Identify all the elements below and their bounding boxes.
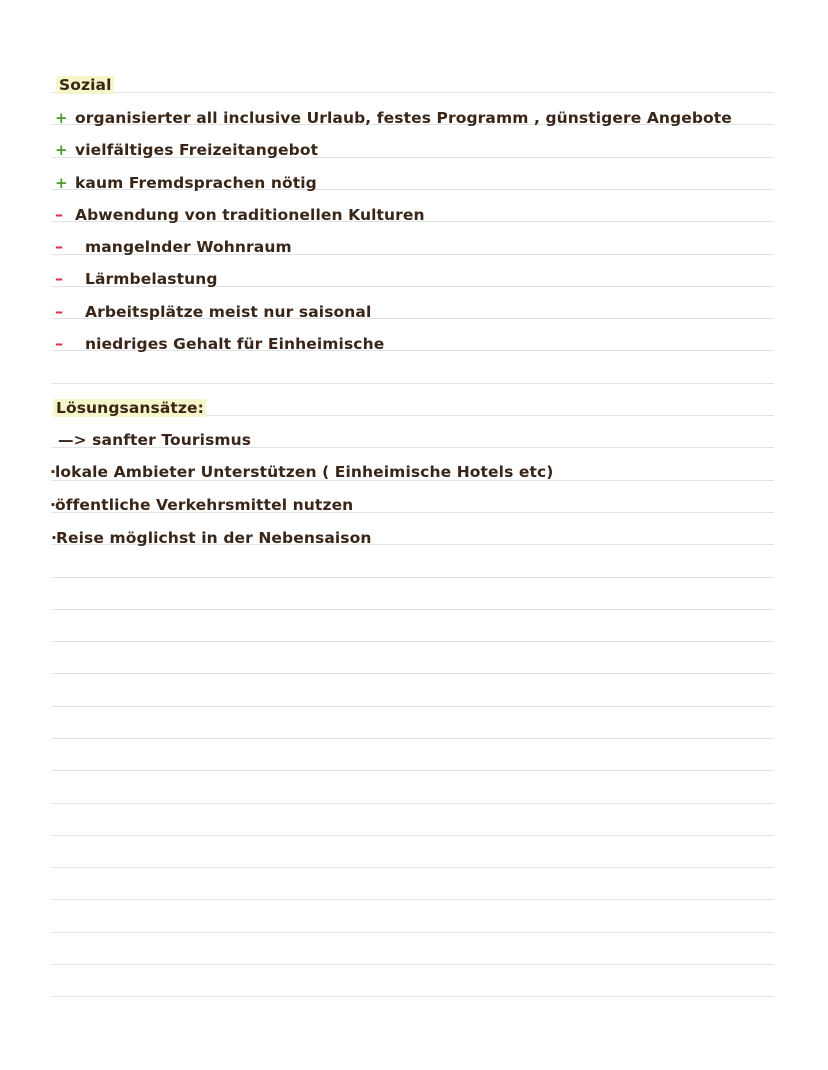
- list-item: [55, 138, 318, 162]
- bullet-marker: ·: [50, 463, 56, 481]
- list-item: [55, 235, 292, 259]
- item-text: —> sanfter Tourismus: [58, 431, 252, 449]
- rule-line: [52, 706, 774, 707]
- rule-line: [52, 383, 774, 384]
- minus-marker: –: [55, 205, 64, 224]
- item-text: niedriges Gehalt für Einheimische: [85, 335, 385, 353]
- rule-line: [52, 932, 774, 933]
- section-heading-sozial: [56, 73, 114, 97]
- plus-marker: +: [55, 141, 68, 159]
- list-item: [50, 493, 353, 517]
- item-text: lokale Ambieter Unterstützen ( Einheimische Hotels etc): [55, 463, 554, 481]
- rule-line: [52, 835, 774, 836]
- minus-marker: –: [55, 237, 64, 256]
- heading-text: Sozial: [56, 76, 114, 94]
- plus-marker: +: [55, 109, 68, 127]
- list-item: [55, 203, 425, 227]
- minus-marker: –: [55, 269, 64, 288]
- bullet-marker: ·: [50, 496, 56, 514]
- rule-line: [52, 867, 774, 868]
- rule-line: [52, 92, 774, 93]
- list-item: [56, 428, 251, 452]
- item-text: Reise möglichst in der Nebensaison: [56, 529, 372, 547]
- item-text: kaum Fremdsprachen nötig: [75, 174, 317, 192]
- item-text: öffentliche Verkehrsmittel nutzen: [55, 496, 354, 514]
- item-text: mangelnder Wohnraum: [85, 238, 292, 256]
- list-item: [51, 526, 372, 550]
- minus-marker: –: [55, 302, 64, 321]
- list-item: [55, 332, 384, 356]
- plus-marker: +: [55, 174, 68, 192]
- list-item: [55, 106, 732, 130]
- item-text: Abwendung von traditionellen Kulturen: [75, 206, 425, 224]
- section-heading-loesungsansaetze: [53, 396, 206, 420]
- rule-line: [52, 899, 774, 900]
- list-item: [55, 171, 317, 195]
- list-item: [55, 267, 218, 291]
- list-item: [55, 300, 371, 324]
- bullet-marker: ·: [51, 529, 57, 547]
- rule-line: [52, 964, 774, 965]
- rule-line: [52, 770, 774, 771]
- list-item: [50, 460, 553, 484]
- item-text: vielfältiges Freizeitangebot: [75, 141, 319, 159]
- rule-line: [52, 641, 774, 642]
- item-text: Lärmbelastung: [85, 270, 218, 288]
- heading-text: Lösungsansätze:: [53, 399, 206, 417]
- minus-marker: –: [55, 334, 64, 353]
- rule-line: [52, 673, 774, 674]
- rule-line: [52, 577, 774, 578]
- item-text: Arbeitsplätze meist nur saisonal: [85, 303, 372, 321]
- rule-line: [52, 996, 774, 997]
- rule-line: [52, 738, 774, 739]
- rule-line: [52, 803, 774, 804]
- rule-line: [52, 609, 774, 610]
- item-text: organisierter all inclusive Urlaub, festes Programm , günstigere Angebote: [75, 109, 732, 127]
